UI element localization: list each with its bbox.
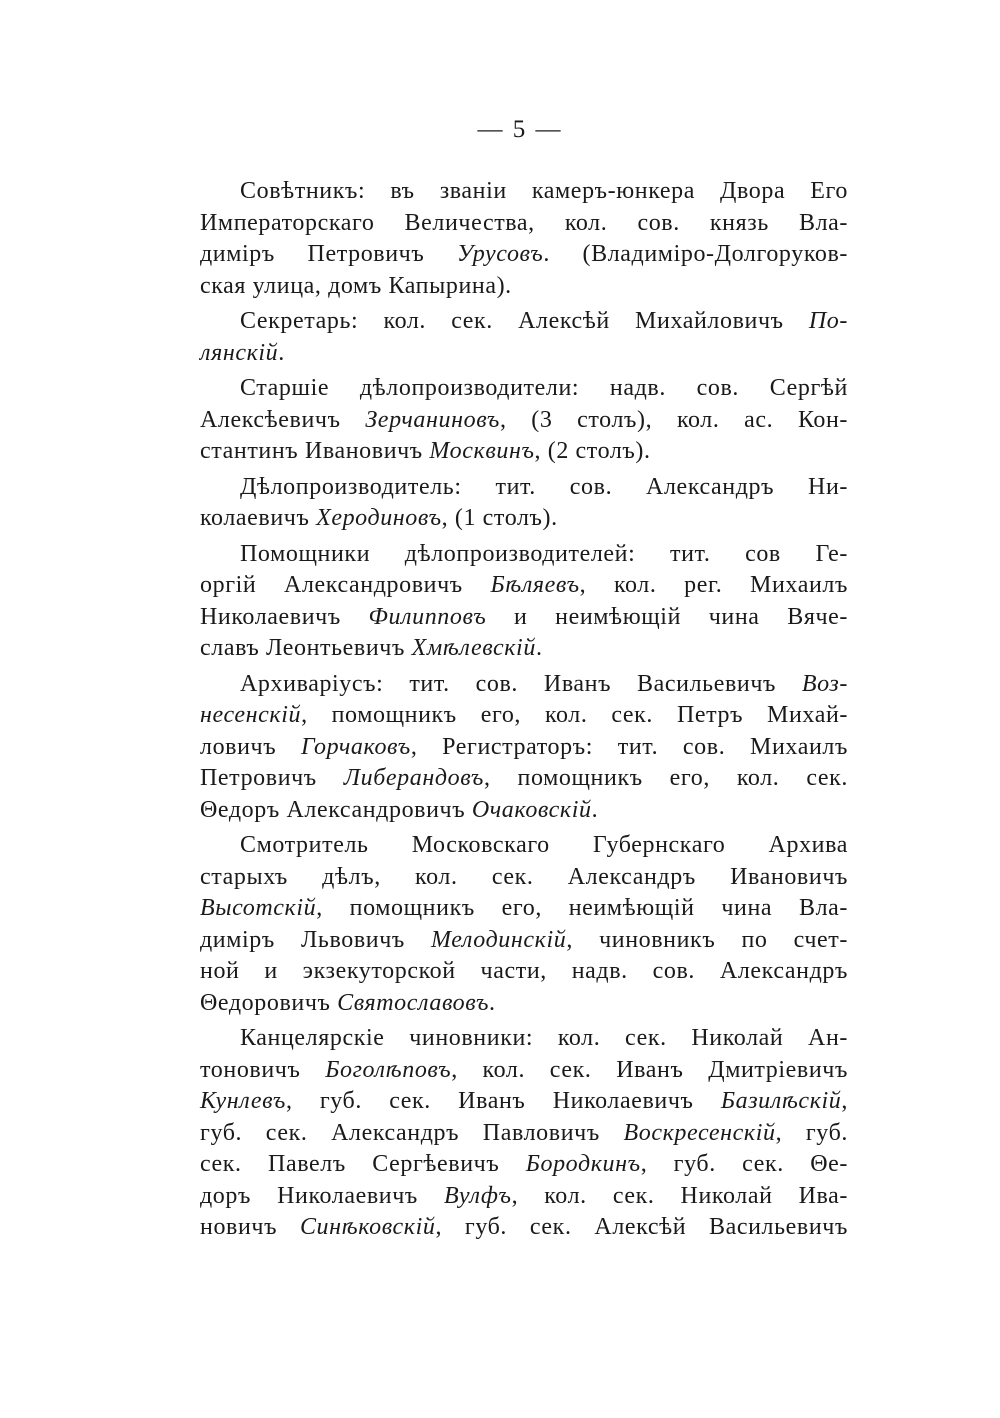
text-segment: Архиварiусъ: тит. сов. Иванъ Васильевичъ [240,670,802,697]
paragraph-first-line [200,669,848,701]
text-line [200,1086,848,1118]
paragraph-first-line [200,472,848,504]
text-segment: и неимѣющiй чина Вяче- [486,603,848,630]
page-number: — 5 — [477,116,563,143]
surname: Хмѣлевскiй [411,635,536,661]
text-line [200,956,848,988]
surname: Херодиновъ [316,505,442,531]
text-segment: Императорскаго Величества, кол. сов. князь Вла- [200,209,848,236]
paragraph-first-line [200,306,848,338]
text-segment: , кол. рег. Михаилъ [579,572,848,598]
text-line [200,570,848,602]
text-segment: , кол. сек. Николай Ива- [511,1182,848,1209]
text-line [200,239,848,271]
text-segment: Алексѣевичъ [200,406,366,433]
text-segment: , помощникъ его, кол. сек. Петръ Михай- [301,702,848,728]
text-segment: Петровичъ [200,765,344,791]
surname: Высотскiй [200,895,317,921]
text-segment: ловичъ [200,733,301,760]
surname: Либерандовъ [343,765,484,791]
surname: Вулфъ [444,1182,512,1209]
surname: Боголѣповъ [325,1056,452,1083]
paragraph-first-line [200,539,848,571]
text-segment: колаевичъ [200,505,317,531]
surname: Очаковскiй [471,796,592,823]
text-line [200,633,848,665]
text-segment: ной и экзекуторской части, надв. сов. Александръ [200,958,848,984]
surname: Филипповъ [368,603,487,630]
text-segment: новичъ [200,1214,300,1240]
text-line [200,1181,848,1213]
text-segment: . [489,989,496,1016]
surname: Бородкинъ [525,1151,641,1177]
surname: По- [808,308,848,334]
text-segment: оргiй Александровичъ [200,572,491,598]
paragraph-first-line [200,176,848,208]
surname: Мелодинскiй [431,926,567,953]
surname: Москвинъ [429,438,535,464]
text-segment: Θедоръ Александровичъ [200,796,472,823]
text-segment: . [591,796,599,823]
text-segment: Канцелярскiе чиновники: кол. сек. Николай Ан- [240,1025,848,1051]
text-line [200,338,848,370]
text-segment: старыхъ дѣлъ, кол. сек. Александръ Ивановичъ [200,863,848,890]
surname: несенскiй [200,702,302,728]
text-line [200,503,848,535]
text-segment: . [278,339,285,366]
surname: Урусовъ [456,241,544,267]
surname: Зерчаниновъ [365,406,500,433]
text-segment: Помощники дѣлопроизводителей: тит. сов Ге- [240,540,848,567]
text-segment: , губ. сек. Алексѣй Васильевичъ [435,1214,848,1240]
surname: лянскiй [200,339,279,366]
text-segment: Совѣтникъ: въ званiи камеръ-юнкера Двора Его [240,178,848,204]
text-line [200,405,848,437]
surname: Базилѣскiй [720,1088,842,1114]
text-line [200,862,848,894]
text-segment: , помощникъ его, кол. сек. [483,765,848,791]
surname: Кунлевъ [200,1088,286,1114]
text-line [200,1118,848,1150]
text-segment: славъ Леонтьевичъ [200,635,412,661]
text-line [200,795,848,827]
text-line [200,602,848,634]
surname: Воскресенскiй [623,1119,776,1146]
text-segment: Смотритель Московскаго Губернскаго Архива [240,832,848,858]
body-text [200,172,848,1244]
paragraph-first-line [200,1023,848,1055]
text-segment: , [841,1088,848,1114]
text-segment: , кол. сек. Иванъ Дмитрiевичъ [451,1056,848,1083]
text-segment: Секретарь: кол. сек. Алексѣй Михайловичъ [240,308,809,334]
text-segment: доръ Николаевичъ [200,1182,444,1209]
text-segment: , губ. сек. Иванъ Николаевичъ [285,1088,721,1114]
text-segment: , (2 столъ). [534,438,651,464]
text-segment: стантинъ Ивановичъ [200,438,430,464]
text-segment: . [535,635,543,661]
text-line [200,700,848,732]
text-segment: , губ. [775,1119,848,1146]
text-line [200,208,848,240]
text-line [200,732,848,764]
text-segment: Θедоровичъ [200,989,338,1016]
paragraph-first-line [200,830,848,862]
surname: Воз- [801,670,848,697]
paragraph-first-line [200,373,848,405]
text-segment: Старшiе дѣлопроизводители: надв. сов. Сергѣй [240,375,848,401]
text-line [200,763,848,795]
text-line [200,1212,848,1244]
text-line [200,1055,848,1087]
surname: Бѣляевъ [490,572,580,598]
text-segment: Николаевичъ [200,603,369,630]
surname: Горчаковъ [300,733,411,760]
text-segment: Дѣлопроизводитель: тит. сов. Александръ Ни- [240,473,848,500]
text-line [200,1149,848,1181]
text-segment: , помощникъ его, неимѣющiй чина Вла- [316,895,848,921]
text-segment: губ. сек. Александръ Павловичъ [200,1119,624,1146]
text-segment: . (Владимiро-Долгоруков- [543,241,848,267]
text-segment: ская улица, домъ Капырина). [200,272,512,299]
surname: Святославовъ [337,989,490,1016]
text-line [200,271,848,303]
text-line [200,893,848,925]
text-segment: димiръ Петровичъ [200,241,457,267]
surname: Синѣковскiй [299,1214,436,1240]
text-line [200,436,848,468]
text-segment: , (1 столъ). [441,505,558,531]
text-segment: , (3 столъ), кол. ас. Кон- [499,406,848,433]
text-segment: , губ. сек. Θе- [640,1151,848,1177]
text-segment: , чиновникъ по счет- [566,926,848,953]
text-segment: димiръ Львовичъ [200,926,432,953]
text-segment: сек. Павелъ Сергѣевичъ [200,1151,526,1177]
text-line [200,988,848,1020]
text-line [200,925,848,957]
text-segment: тоновичъ [200,1056,326,1083]
text-segment: , Регистраторъ: тит. сов. Михаилъ [410,733,848,760]
